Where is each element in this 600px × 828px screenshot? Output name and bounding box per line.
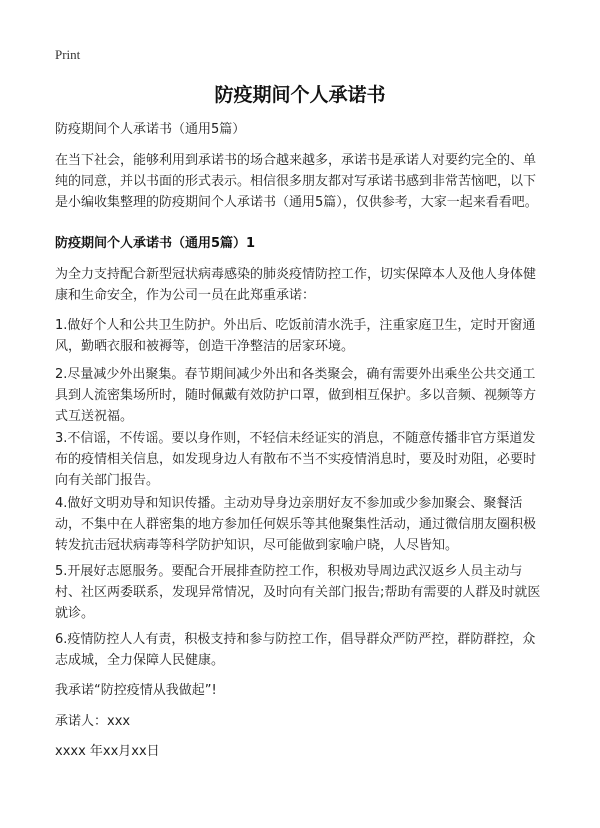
- pledge-item-5: 5.开展好志愿服务。要配合开展排查防控工作，积极劝导周边武汉返乡人员主动与村、社区两委联系，发现异常情况，及时向有关部门报告;帮助有需要的人群及时就医就诊。: [55, 564, 541, 621]
- section-heading: 防疫期间个人承诺书（通用5篇）1: [55, 236, 256, 251]
- pledge-item-4: 4.做好文明劝导和知识传播。主动劝导身边亲朋好友不参加或少参加聚会、聚餐活动，不集中在人群密集的地方参加任何娱乐等其他聚集性活动，通过微信朋友圈积极转发抗击冠状病毒等科学防护知识，尽可能做到家喻户晓，人尽皆知。: [55, 496, 537, 553]
- pledge-item-3: 3.不信谣，不传谣。要以身作则，不轻信未经证实的消息，不随意传播非官方渠道发布的疫情相关信息，如发现身边人有散布不当不实疫情消息时，要及时劝阻，必要时向有关部门报告。: [55, 431, 537, 488]
- intro-paragraph: 在当下社会，能够利用到承诺书的场合越来越多，承诺书是承诺人对要约完全的、单纯的同意，并以书面的形式表示。相信很多朋友都对写承诺书感到非常苦恼吧，以下是小编收集整理的防疫期间个人承诺书（通用5篇），仅供参考，大家一起来看看吧。: [55, 153, 538, 210]
- document-title: 防疫期间个人承诺书: [214, 84, 386, 106]
- document-subtitle: 防疫期间个人承诺书（通用5篇）: [55, 122, 246, 137]
- signer-line: 承诺人：xxx: [55, 714, 131, 729]
- pledge-item-6: 6.疫情防控人人有责，积极支持和参与防控工作，倡导群众严防严控，群防群控，众志成城，全力保障人民健康。: [55, 632, 536, 668]
- pledge-statement: 我承诺“防控疫情从我做起”!: [55, 683, 217, 698]
- print-link[interactable]: Print: [55, 47, 81, 62]
- date-line: xxxx 年xx月xx日: [55, 744, 160, 759]
- preamble-paragraph: 为全力支持配合新型冠状病毒感染的肺炎疫情防控工作，切实保障本人及他人身体健康和生命安全，作为公司一员在此郑重承诺：: [55, 267, 537, 303]
- pledge-item-1: 1.做好个人和公共卫生防护。外出后、吃饭前清水洗手，注重家庭卫生，定时开窗通风，勤晒衣服和被褥等，创造干净整洁的居家环境。: [55, 318, 536, 354]
- pledge-item-2: 2.尽量减少外出聚集。春节期间减少外出和各类聚会，确有需要外出乘坐公共交通工具到人流密集场所时，随时佩戴有效防护口罩，做到相互保护。多以音频、视频等方式互送祝福。: [55, 367, 537, 424]
